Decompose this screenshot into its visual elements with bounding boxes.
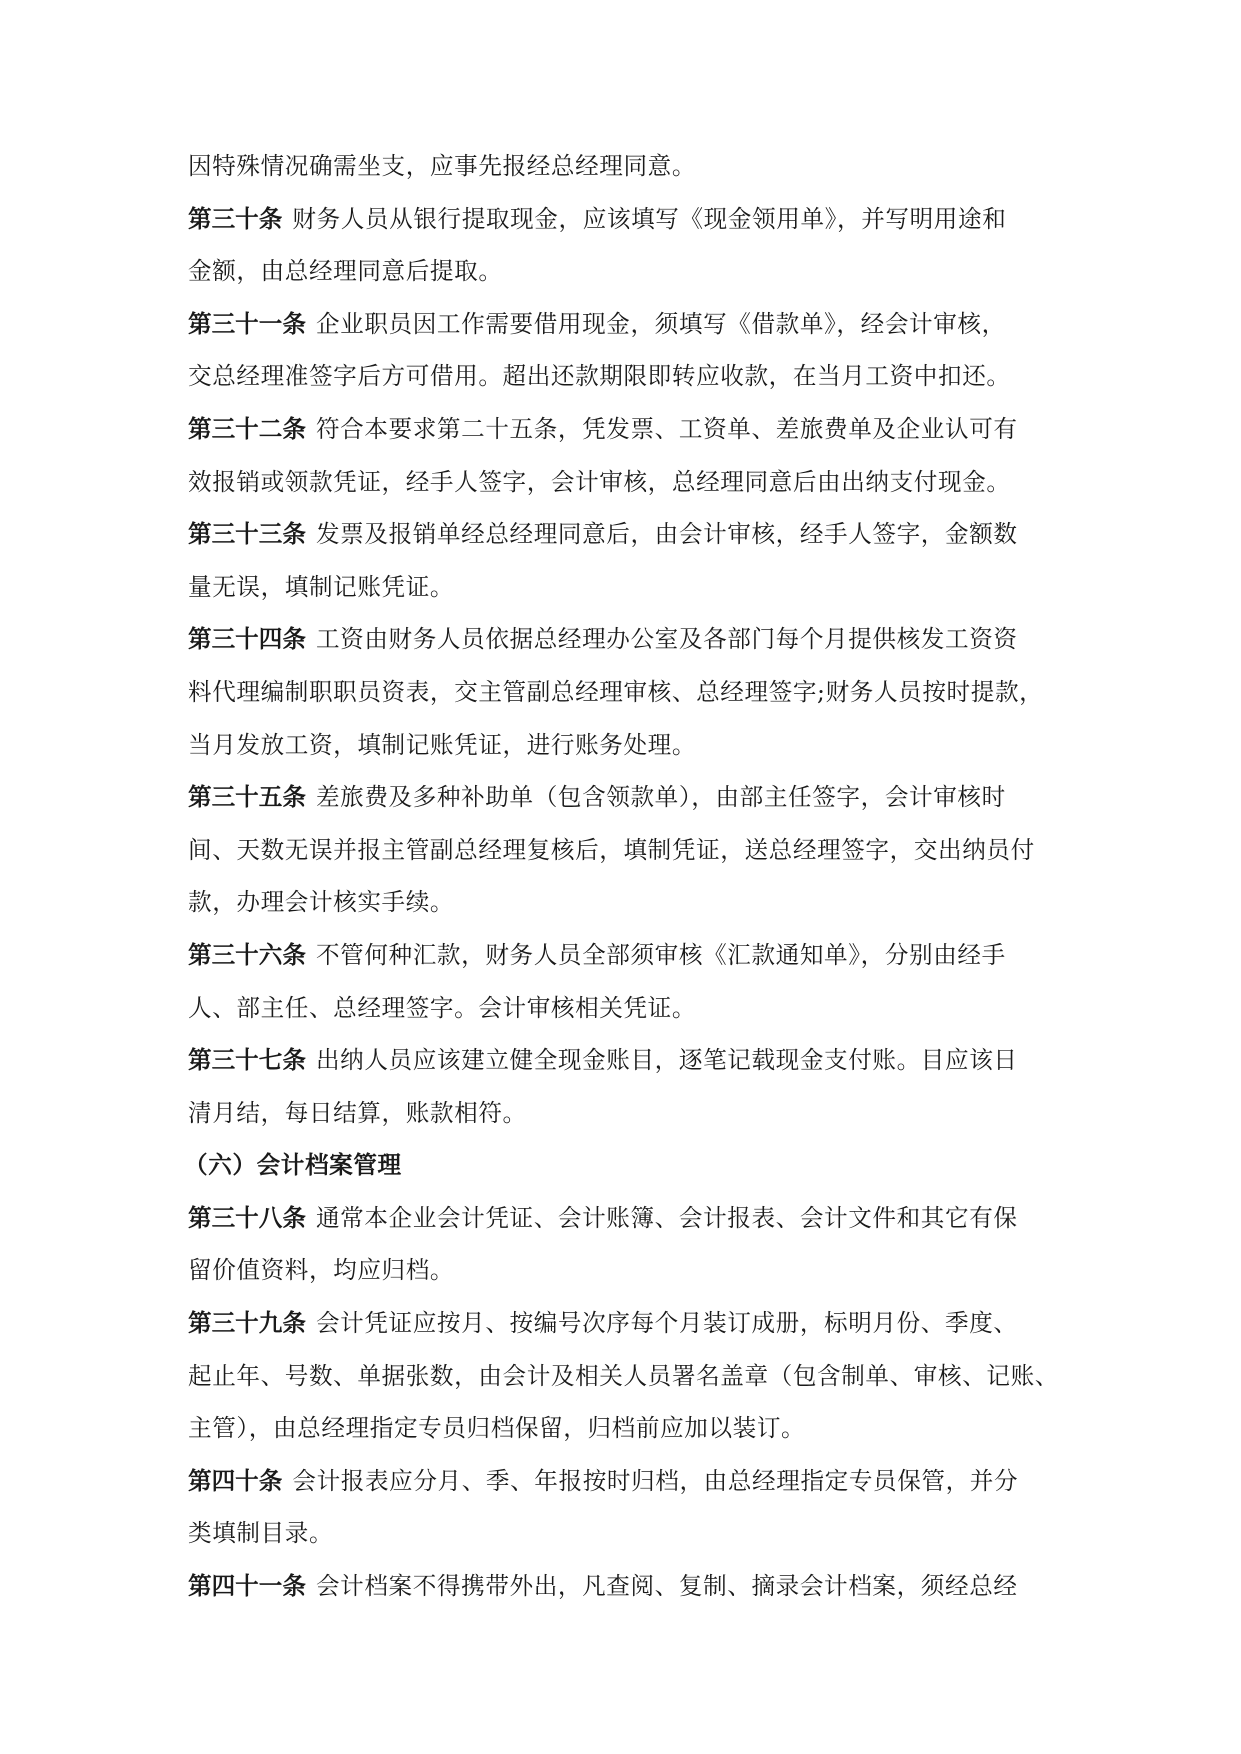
article-line (188, 1192, 1060, 1245)
article-title: 第三十条 (188, 204, 283, 233)
article-text: 会计凭证应按月、按编号次序每个月装订成册，标明月份、季度、 (315, 1309, 1018, 1338)
text-line (188, 1507, 1060, 1560)
article-text: 会计报表应分月、季、年报按时归档，由总经理指定专员保管，并分 (292, 1466, 1019, 1495)
article-text: 差旅费及多种补助单（包含领款单），由部主任签字，会计审核时 (315, 783, 1006, 812)
article-text: 会计档案不得携带外出，凡查阅、复制、摘录会计档案，须经总经 (315, 1572, 1018, 1601)
line-text: 量无误，填制记账凭证。 (188, 572, 455, 601)
line-text: 主管），由总经理指定专员归档保留，归档前应加以装订。 (188, 1414, 806, 1443)
article-title: 第三十四条 (188, 625, 306, 654)
article-title: 第三十八条 (188, 1203, 306, 1232)
article-title: 第三十六条 (188, 940, 306, 969)
text-line (188, 1244, 1060, 1297)
line-text: 人、部主任、总经理签字。会计审核相关凭证。 (188, 993, 697, 1022)
article-text: 发票及报销单经总经理同意后，由会计审核，经手人签字，金额数 (315, 520, 1018, 549)
line-text: 间、天数无误并报主管副总经理复核后，填制凭证，送总经理签字，交出纳员付 (188, 835, 1035, 864)
text-line (188, 1402, 1060, 1455)
line-text: 因特殊情况确需坐支，应事先报经总经理同意。 (188, 152, 697, 180)
article-text: 出纳人员应该建立健全现金账目，逐笔记载现金支付账。目应该日 (315, 1046, 1018, 1075)
article-line (188, 403, 1060, 456)
article-line (188, 298, 1060, 351)
text-line (188, 245, 1060, 298)
text-line (188, 719, 1060, 772)
article-title: 第三十五条 (188, 783, 306, 812)
article-text: 工资由财务人员依据总经理办公室及各部门每个月提供核发工资资 (315, 625, 1018, 654)
text-line (188, 666, 1060, 719)
text-line (188, 1087, 1060, 1140)
line-text: 清月结，每日结算，账款相符。 (188, 1098, 527, 1127)
text-line (188, 350, 1060, 403)
line-text: 起止年、号数、单据张数，由会计及相关人员署名盖章（包含制单、审核、记账、 (188, 1361, 1059, 1390)
article-title: 第三十二条 (188, 414, 306, 443)
text-line (188, 456, 1060, 509)
article-line (188, 508, 1060, 561)
text-line (188, 140, 1060, 193)
line-text: 料代理编制职职员资表，交主管副总经理审核、总经理签字;财务人员按时提款， (188, 677, 1044, 706)
document-page (184, 140, 1060, 1613)
article-line (188, 771, 1060, 824)
article-line (188, 1297, 1060, 1350)
article-line (188, 1034, 1060, 1087)
text-line (188, 561, 1060, 614)
article-title: 第三十三条 (188, 520, 306, 549)
section-heading-line (184, 1139, 1060, 1192)
line-text: 类填制目录。 (188, 1519, 334, 1548)
article-title: 第三十一条 (188, 309, 306, 338)
text-line (188, 824, 1060, 877)
text-line (188, 876, 1060, 929)
text-line (188, 982, 1060, 1035)
article-line (188, 1455, 1060, 1508)
article-text: 符合本要求第二十五条，凭发票、工资单、差旅费单及企业认可有 (315, 414, 1018, 443)
article-text: 通常本企业会计凭证、会计账簿、会计报表、会计文件和其它有保 (315, 1203, 1018, 1232)
line-text: 款，办理会计核实手续。 (188, 888, 455, 917)
article-title: 第四十条 (188, 1466, 283, 1495)
article-title: 第三十九条 (188, 1309, 306, 1338)
article-line (188, 1560, 1060, 1613)
article-line (188, 193, 1060, 246)
line-text: 留价值资料，均应归档。 (188, 1256, 455, 1285)
line-text: 金额，由总经理同意后提取。 (188, 257, 503, 286)
article-text: 不管何种汇款，财务人员全部须审核《汇款通知单》，分别由经手 (315, 940, 1006, 969)
text-line (188, 1350, 1060, 1403)
article-text: 企业职员因工作需要借用现金，须填写《借款单》，经会计审核， (315, 309, 1006, 338)
article-title: 第四十一条 (188, 1572, 306, 1601)
line-text: 效报销或领款凭证，经手人签字，会计审核，总经理同意后由出纳支付现金。 (188, 467, 1011, 496)
section-heading: （六）会计档案管理 (184, 1151, 402, 1180)
line-text: 当月发放工资，填制记账凭证，进行账务处理。 (188, 730, 697, 759)
article-line (188, 613, 1060, 666)
article-line (188, 929, 1060, 982)
article-text: 财务人员从银行提取现金，应该填写《现金领用单》，并写明用途和 (292, 204, 1007, 233)
article-title: 第三十七条 (188, 1046, 306, 1075)
line-text: 交总经理准签字后方可借用。超出还款期限即转应收款，在当月工资中扣还。 (188, 362, 1011, 391)
